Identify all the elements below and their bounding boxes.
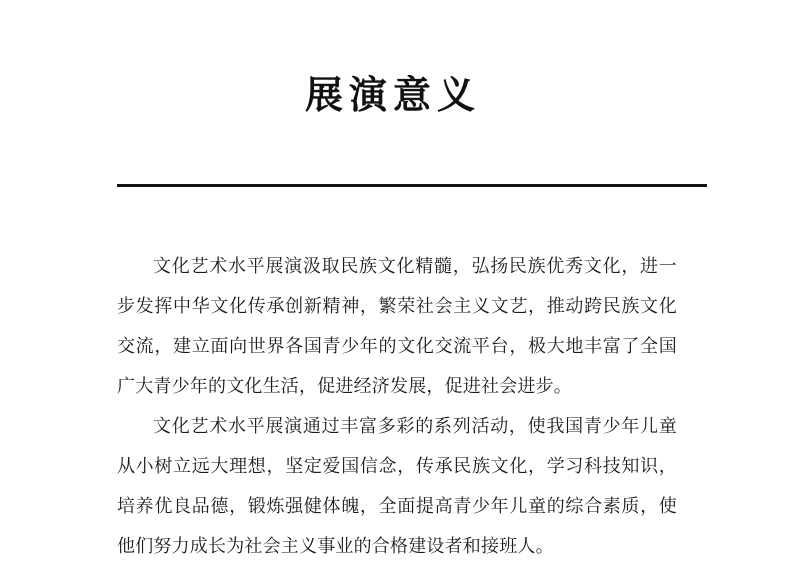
title-divider <box>117 184 707 187</box>
document-body <box>117 247 677 567</box>
page-title: 展演意义 <box>304 72 481 117</box>
paragraph-2: 文化艺术水平展演通过丰富多彩的系列活动，使我国青少年儿童从小树立远大理想，坚定爱国信念，传承民族文化，学习科技知识，培养优良品德，锻炼强健体魄，全面提高青少年儿童的综合素质，使他们努力成长为社会主义事业的合格建设者和接班人。 <box>117 416 677 557</box>
paragraph-1: 文化艺术水平展演汲取民族文化精髓，弘扬民族优秀文化，进一步发挥中华文化传承创新精神，繁荣社会主义文艺，推动跨民族文化交流，建立面向世界各国青少年的文化交流平台，极大地丰富了全国广大青少年的文化生活，促进经济发展，促进社会进步。 <box>117 256 677 397</box>
